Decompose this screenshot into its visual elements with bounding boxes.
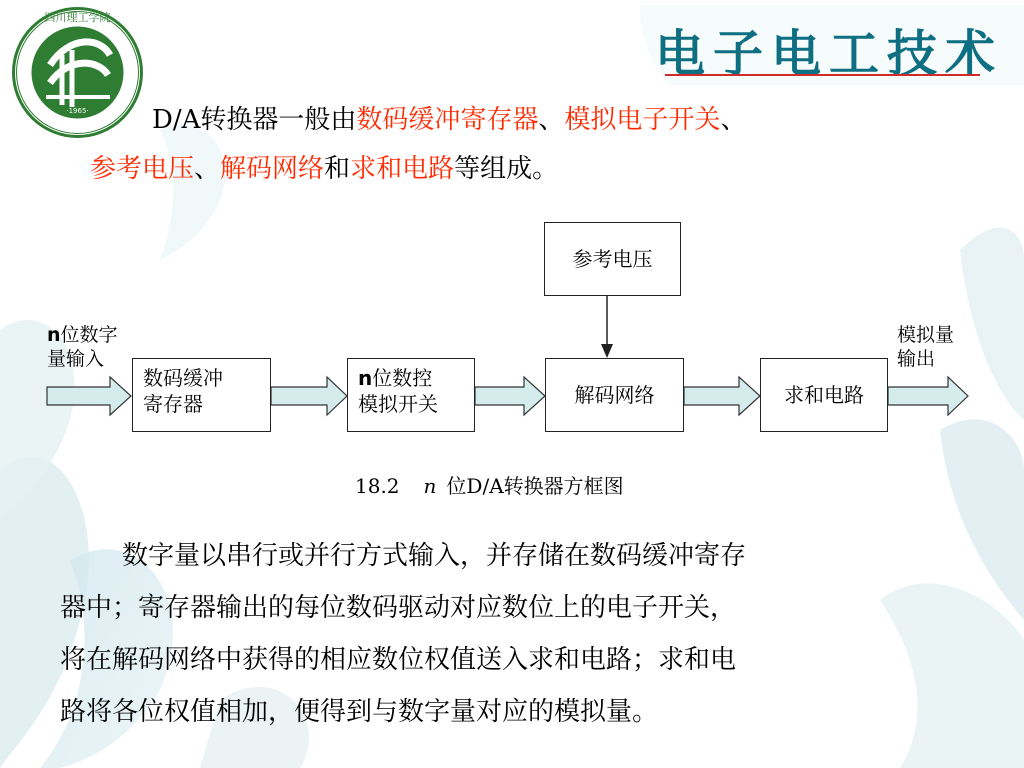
para-line3: 将在解码网络中获得的相应数位权值送入求和电路；求和电 — [60, 645, 737, 675]
explanation-paragraph — [60, 530, 960, 738]
input-arrow — [47, 377, 131, 415]
input-label — [47, 323, 118, 371]
input-n: n — [47, 324, 61, 346]
switch-line2: 模拟开关 — [358, 392, 438, 416]
decoder-label: 解码网络 — [574, 383, 655, 407]
arrow-decoder-to-summer — [684, 377, 760, 415]
ref-voltage-box — [544, 222, 681, 296]
caption-n: n — [423, 474, 437, 498]
output-line2: 输出 — [897, 348, 936, 370]
input-line2: 量输入 — [47, 348, 105, 370]
intro-conj: 和 — [324, 154, 351, 184]
buffer-line2: 寄存器 — [143, 392, 203, 416]
summing-circuit-box — [760, 358, 888, 432]
para-line4: 路将各位权值相加，便得到与数字量对应的模拟量。 — [60, 697, 659, 727]
intro-sep1: 、 — [538, 105, 565, 135]
output-label — [897, 323, 954, 371]
intro-prefix: D/A转换器一般由 — [152, 105, 357, 135]
decoder-network-box — [545, 358, 684, 432]
summer-label: 求和电路 — [784, 383, 864, 407]
svg-text:·1965·: ·1965· — [66, 107, 89, 115]
analog-switch-box — [347, 358, 475, 432]
arrow-buffer-to-switch — [271, 377, 347, 415]
banner-title: 电子电工技术 — [655, 24, 1003, 83]
para-line1-wrap — [60, 530, 960, 582]
caption-text: 位D/A转换器方框图 — [446, 474, 624, 498]
buffer-register-box — [132, 358, 271, 432]
term-analog-switch: 模拟电子开关 — [564, 105, 721, 135]
svg-text:四川理工学院: 四川理工学院 — [44, 11, 111, 24]
ref-voltage-arrowhead — [601, 344, 613, 358]
output-line1: 模拟量 — [897, 324, 955, 346]
intro-sep3: 、 — [194, 154, 221, 184]
intro-sep2: 、 — [720, 105, 747, 135]
ref-voltage-label: 参考电压 — [572, 247, 653, 271]
term-ref-voltage: 参考电压 — [90, 154, 195, 184]
figure-caption — [355, 470, 624, 499]
term-decoder-network: 解码网络 — [220, 154, 325, 184]
output-arrow — [888, 377, 968, 415]
switch-line1: 位数控 — [372, 366, 433, 390]
caption-number: 18.2 — [355, 474, 400, 498]
term-buffer-register: 数码缓冲寄存器 — [356, 105, 539, 135]
arrow-switch-to-decoder — [475, 377, 545, 415]
buffer-line1: 数码缓冲 — [143, 366, 223, 390]
para-line2: 器中；寄存器输出的每位数码驱动对应数位上的电子开关， — [60, 593, 737, 623]
switch-n: n — [358, 366, 373, 390]
para-line1: 数字量以串行或并行方式输入，并存储在数码缓冲寄存 — [122, 541, 747, 571]
term-summing-circuit: 求和电路 — [350, 154, 455, 184]
input-line1: 位数字 — [60, 324, 118, 346]
intro-suffix: 等组成。 — [454, 154, 559, 184]
